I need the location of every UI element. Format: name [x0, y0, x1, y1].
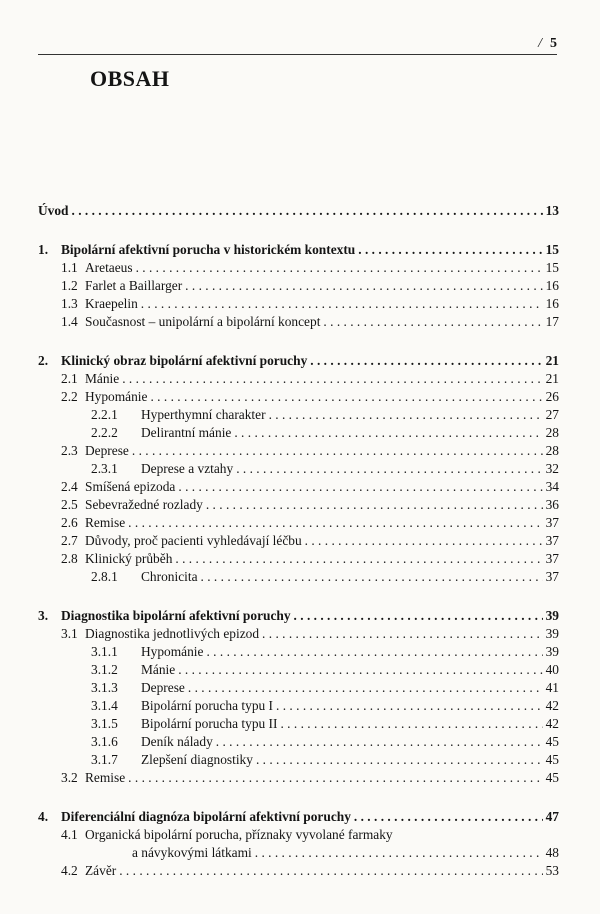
- toc-entry-label: Závěr: [85, 863, 117, 878]
- toc-entry-label: Diagnostika bipolární afektivní poruchy: [61, 608, 291, 623]
- toc-page-number: 15: [545, 260, 559, 275]
- toc-chapter-entry[interactable]: [38, 352, 559, 370]
- toc-page-number: 37: [545, 551, 559, 566]
- toc-section-entry[interactable]: [38, 424, 559, 442]
- toc-entry-label: Hypománie: [85, 389, 148, 404]
- dot-leader: [256, 751, 543, 769]
- toc-entry-number: 3.: [38, 608, 49, 623]
- dot-leader: [206, 496, 543, 514]
- dot-leader: [136, 259, 543, 277]
- toc-section-entry[interactable]: [38, 568, 559, 586]
- toc-chapter-entry[interactable]: [38, 808, 559, 826]
- toc-entry-label: Remise: [85, 515, 126, 530]
- toc-entry-label: Deprese: [141, 680, 185, 695]
- dot-leader: [280, 715, 542, 733]
- toc-section-entry[interactable]: [38, 844, 559, 862]
- toc-entry-label: Deprese: [85, 443, 129, 458]
- table-of-contents: [38, 202, 559, 880]
- toc-page-number: 48: [545, 845, 559, 860]
- toc-page-number: 21: [545, 353, 559, 368]
- toc-entry-label: Zlepšení diagnostiky: [141, 752, 253, 767]
- toc-section-entry[interactable]: [38, 442, 559, 460]
- toc-section-entry[interactable]: [38, 769, 559, 787]
- dot-leader: [201, 568, 543, 586]
- toc-entry-number: 2.8: [61, 551, 78, 566]
- toc-page-number: 37: [545, 569, 559, 584]
- toc-entry-number: 2.3: [61, 443, 78, 458]
- toc-entry-label: Bipolární porucha typu II: [141, 716, 278, 731]
- toc-page-number: 39: [545, 644, 559, 659]
- toc-entry-label: Sebevražedné rozlady: [85, 497, 203, 512]
- toc-entry-label: Smíšená epizoda: [85, 479, 176, 494]
- toc-section-entry[interactable]: [38, 532, 559, 550]
- dot-leader: [305, 532, 543, 550]
- toc-entry-number: 4.2: [61, 863, 78, 878]
- dot-leader: [216, 733, 543, 751]
- dot-leader: [150, 388, 542, 406]
- toc-entry-number: 2.2.2: [91, 425, 118, 440]
- dot-leader: [141, 295, 543, 313]
- toc-page-number: 53: [545, 863, 559, 878]
- toc-section-entry[interactable]: [38, 715, 559, 733]
- dot-leader: [310, 352, 542, 370]
- toc-section-entry[interactable]: [38, 751, 559, 769]
- dot-leader: [188, 679, 543, 697]
- toc-entry-number: 3.1.7: [91, 752, 118, 767]
- toc-entry-label: Aretaeus: [85, 260, 133, 275]
- toc-entry-number: 2.7: [61, 533, 78, 548]
- dot-leader: [178, 478, 542, 496]
- toc-entry-label: Diferenciální diagnóza bipolární afektivní poruchy: [61, 809, 351, 824]
- page-title: OBSAH: [90, 66, 170, 91]
- toc-entry-number: 1.: [38, 242, 49, 257]
- toc-entry-label: Farlet a Baillarger: [85, 278, 183, 293]
- dot-leader: [255, 844, 543, 862]
- toc-section-entry[interactable]: [38, 550, 559, 568]
- toc-page-number: 13: [545, 203, 559, 218]
- toc-intro-entry[interactable]: [38, 202, 559, 220]
- toc-entry-label: Bipolární porucha typu I: [141, 698, 274, 713]
- section-gap: [38, 586, 559, 607]
- toc-entry-label: Deník nálady: [141, 734, 213, 749]
- toc-entry-number: 2.2.1: [91, 407, 118, 422]
- toc-entry-label: Úvod: [38, 203, 69, 218]
- section-gap: [38, 220, 559, 241]
- toc-entry-label: Mánie: [141, 662, 176, 677]
- toc-page-number: 39: [545, 608, 559, 623]
- toc-entry-number: 3.2: [61, 770, 78, 785]
- toc-entry-number: 2.5: [61, 497, 78, 512]
- toc-section-entry[interactable]: [38, 259, 559, 277]
- dot-leader: [262, 625, 543, 643]
- toc-entry-label: Klinický obraz bipolární afektivní poruchy: [61, 353, 308, 368]
- dot-leader: [175, 550, 542, 568]
- toc-entry-label: Deprese a vztahy: [141, 461, 234, 476]
- toc-page-number: 45: [545, 770, 559, 785]
- toc-section-entry[interactable]: [38, 406, 559, 424]
- toc-entry-number: 3.1.1: [91, 644, 118, 659]
- toc-entry-label: a návykovými látkami: [132, 845, 252, 860]
- toc-page-number: 40: [545, 662, 559, 677]
- dot-leader: [128, 514, 542, 532]
- dot-leader: [72, 202, 543, 220]
- toc-chapter-entry[interactable]: [38, 607, 559, 625]
- toc-page-number: 39: [545, 626, 559, 641]
- toc-entry-number: 1.3: [61, 296, 78, 311]
- dot-leader: [323, 313, 542, 331]
- toc-entry-number: 1.2: [61, 278, 78, 293]
- toc-page-number: 45: [545, 734, 559, 749]
- toc-entry-number: 3.1.6: [91, 734, 118, 749]
- toc-section-entry[interactable]: [38, 733, 559, 751]
- toc-section-entry[interactable]: [38, 313, 559, 331]
- toc-section-entry[interactable]: [38, 697, 559, 715]
- section-gap: [38, 331, 559, 352]
- toc-section-entry[interactable]: [38, 277, 559, 295]
- toc-page-number: 26: [545, 389, 559, 404]
- toc-section-entry[interactable]: [38, 478, 559, 496]
- toc-page-number: 15: [545, 242, 559, 257]
- toc-entry-label: Klinický průběh: [85, 551, 173, 566]
- toc-entry-label: Organická bipolární porucha, příznaky vyvolané farmaky: [85, 827, 393, 842]
- toc-entry-label: Kraepelin: [85, 296, 138, 311]
- toc-entry-label: Bipolární afektivní porucha v historickém kontextu: [61, 242, 356, 257]
- toc-entry-label: Současnost – unipolární a bipolární koncept: [85, 314, 321, 329]
- toc-entry-label: Chronicita: [141, 569, 198, 584]
- toc-page-number: 42: [545, 698, 559, 713]
- toc-entry-label: Hypománie: [141, 644, 204, 659]
- toc-entry-number: 3.1.5: [91, 716, 118, 731]
- toc-page-number: 36: [545, 497, 559, 512]
- toc-section-entry[interactable]: [38, 679, 559, 697]
- toc-section-entry[interactable]: [38, 643, 559, 661]
- toc-page-number: 45: [545, 752, 559, 767]
- dot-leader: [132, 442, 543, 460]
- dot-leader: [269, 406, 543, 424]
- dot-leader: [236, 460, 542, 478]
- toc-entry-number: 2.4: [61, 479, 78, 494]
- toc-page-number: 17: [545, 314, 559, 329]
- page-number: 5: [550, 36, 557, 51]
- toc-entry-number: 3.1.3: [91, 680, 118, 695]
- toc-section-entry[interactable]: [38, 460, 559, 478]
- toc-page-number: 37: [545, 533, 559, 548]
- toc-section-entry[interactable]: [38, 661, 559, 679]
- dot-leader: [358, 241, 542, 259]
- toc-page-number: 16: [545, 296, 559, 311]
- toc-entry-number: 3.1.4: [91, 698, 118, 713]
- toc-entry-number: 2.6: [61, 515, 78, 530]
- dot-leader: [234, 424, 542, 442]
- dot-leader: [185, 277, 542, 295]
- toc-entry-label: Diagnostika jednotlivých epizod: [85, 626, 260, 641]
- toc-entry-number: 2.8.1: [91, 569, 118, 584]
- toc-entry-number: 2.: [38, 353, 49, 368]
- toc-entry-number: 2.2: [61, 389, 78, 404]
- toc-page-number: 37: [545, 515, 559, 530]
- dot-leader: [354, 808, 543, 826]
- toc-page-number: 47: [545, 809, 559, 824]
- toc-page-number: 41: [545, 680, 559, 695]
- toc-entry-number: 4.: [38, 809, 49, 824]
- toc-page-number: 27: [545, 407, 559, 422]
- toc-entry-label: Hyperthymní charakter: [141, 407, 266, 422]
- toc-chapter-entry[interactable]: [38, 241, 559, 259]
- toc-entry-label: Mánie: [85, 371, 120, 386]
- dot-leader: [276, 697, 543, 715]
- toc-entry-number: 1.4: [61, 314, 78, 329]
- toc-page-number: 28: [545, 425, 559, 440]
- toc-page-number: 21: [545, 371, 559, 386]
- toc-section-entry[interactable]: [38, 295, 559, 313]
- toc-entry-number: 3.1.2: [91, 662, 118, 677]
- toc-section-entry[interactable]: [38, 862, 559, 880]
- toc-page-number: 34: [545, 479, 559, 494]
- dot-leader: [128, 769, 542, 787]
- dot-leader: [294, 607, 543, 625]
- toc-entry-label: Remise: [85, 770, 126, 785]
- toc-section-entry[interactable]: [38, 514, 559, 532]
- folio-slash: /: [538, 36, 542, 51]
- toc-page-number: 42: [545, 716, 559, 731]
- toc-entry-number: 3.1: [61, 626, 78, 641]
- page-folio: [538, 36, 557, 52]
- toc-page-number: 32: [545, 461, 559, 476]
- dot-leader: [206, 643, 542, 661]
- toc-entry-label: Důvody, proč pacienti vyhledávají léčbu: [85, 533, 302, 548]
- section-gap: [38, 787, 559, 808]
- toc-section-entry[interactable]: [38, 625, 559, 643]
- dot-leader: [178, 661, 542, 679]
- header-rule: [38, 54, 557, 55]
- dot-leader: [122, 370, 542, 388]
- toc-section-entry[interactable]: [38, 388, 559, 406]
- toc-entry-multiline-start[interactable]: 4.1 Organická bipolární porucha, příznaky vyvolané farmaky: [61, 827, 393, 842]
- toc-entry-number: 2.1: [61, 371, 78, 386]
- toc-section-entry[interactable]: [38, 370, 559, 388]
- toc-page-number: 28: [545, 443, 559, 458]
- toc-entry-number: 2.3.1: [91, 461, 118, 476]
- toc-page-number: 16: [545, 278, 559, 293]
- toc-entry-label: Delirantní mánie: [141, 425, 232, 440]
- toc-section-entry[interactable]: [38, 496, 559, 514]
- dot-leader: [119, 862, 542, 880]
- toc-entry-number: 1.1: [61, 260, 78, 275]
